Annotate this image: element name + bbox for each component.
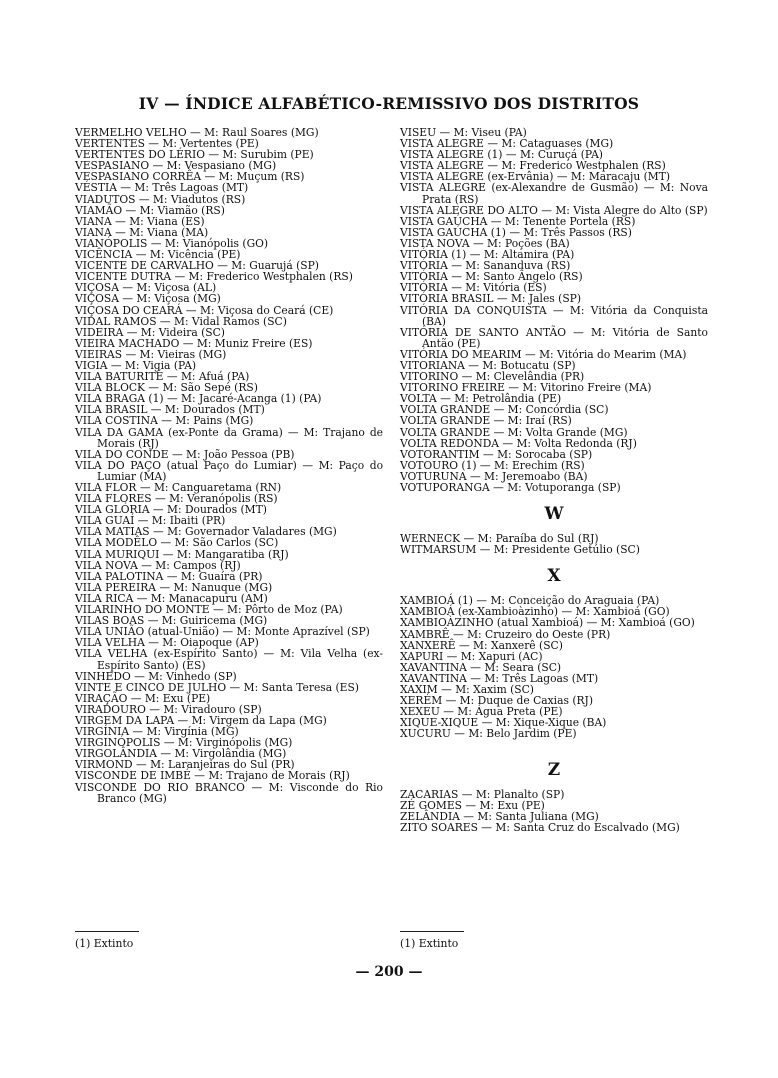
index-entry: VIÇOSA DO CEARÁ — M: Viçosa do Ceará (CE) (75, 303, 334, 317)
index-entry: VILA BATURITÉ — M: Afuá (PA) (75, 370, 250, 384)
index-entry: VINTE E CINCO DE JULHO — M: Santa Teresa (ES) (75, 680, 359, 694)
index-entry: ZACARIAS — M: Planalto (SP) (400, 787, 565, 801)
index-entry: VILA BRASIL — M: Dourados (MT) (75, 403, 265, 417)
index-entry: VIGIA — M: Vigia (PA) (75, 358, 197, 372)
index-entry: VILARINHO DO MONTE — M: Pôrto de Moz (PA) (75, 603, 343, 617)
index-entry: VIADUTOS — M: Viadutos (RS) (75, 192, 246, 206)
index-entry: VERTENTES — M: Vertentes (PE) (75, 137, 259, 151)
index-entry: VILA BRAGA (1) — M: Jacaré-Acanga (1) (PA) (75, 392, 322, 406)
x-entries (400, 595, 708, 739)
index-entry: VIÇOSA — M: Viçosa (AL) (75, 281, 217, 295)
w-entries (400, 533, 708, 555)
index-entry: VIANÓPOLIS — M: Vianópolis (GO) (75, 236, 269, 250)
v-entries (400, 127, 708, 493)
index-entry: VITÓRIA BRASIL — M: Jales (SP) (400, 292, 582, 306)
section-heading-x: X (547, 566, 561, 587)
index-entry: VÉSTIA — M: Três Lagoas (MT) (75, 181, 249, 195)
index-entry: VISTA GAÚCHA (1) — M: Três Passos (RS) (400, 225, 632, 239)
index-entry: XAPURI — M: Xapuri (AC) (400, 649, 543, 663)
index-entry: VITÓRIA (1) — M: Altamira (PA) (400, 248, 575, 262)
index-entry: VIRGÍNIA — M: Virgínia (MG) (75, 725, 239, 739)
index-entry: VILA GUAÍ — M: Ibaiti (PR) (75, 514, 226, 528)
index-entry: VISCONDE DE IMBÉ — M: Trajano de Morais (RJ) (75, 769, 350, 783)
section-heading-w: W (544, 504, 564, 525)
index-entry: VITÓRIA DE SANTO ANTÃO — M: Vitória de Santo Antão (PE) (400, 325, 708, 350)
index-entry: VILA BLOCK — M: São Sepé (RS) (75, 381, 258, 395)
index-entry: VILA DA GAMA (ex-Ponte da Grama) — M: Trajano de Morais (RJ) (75, 425, 383, 450)
index-entry: XAVANTINA — M: Três Lagoas (MT) (400, 671, 599, 685)
index-entry: VOLTA GRANDE — M: Iraí (RS) (400, 414, 572, 428)
index-entry: VIDAL RAMOS — M: Vidal Ramos (SC) (75, 314, 287, 328)
index-entry: VISTA ALEGRE — M: Cataguases (MG) (400, 137, 614, 151)
index-entry: VESPASIANO — M: Vespasiano (MG) (75, 159, 277, 173)
index-entry: VILA VELHA (ex-Espírito Santo) — M: Vila Velha (ex-Espírito Santo) (ES) (75, 647, 383, 672)
index-entry: VITORINO FREIRE — M: Vitorino Freire (MA) (400, 381, 652, 395)
index-entry: XAXIM — M: Xaxim (SC) (400, 683, 534, 697)
index-entry: VILA VELHA — M: Oiapoque (AP) (75, 636, 259, 650)
index-entry: VILA UNIÃO (atual-União) — M: Monte Aprazível (SP) (75, 625, 370, 639)
index-entry: VIDEIRA — M: Videira (SC) (75, 325, 225, 339)
index-entry: VICÊNCIA — M: Vicência (PE) (75, 248, 241, 262)
index-entry: ZITO SOARES — M: Santa Cruz do Escalvado (MG) (400, 820, 680, 834)
index-entry: VITÓRIA DO MEARIM — M: Vitória do Mearim (MA) (400, 347, 687, 361)
index-entry: WITMARSUM — M: Presidente Getúlio (SC) (400, 543, 640, 557)
index-entry: VITORIANA — M: Botucatu (SP) (400, 358, 576, 372)
index-entry: XAMBIOÁ (ex-Xambioàzinho) — M: Xambioá (GO) (400, 605, 670, 619)
index-entry: XANXERÊ — M: Xanxerê (SC) (400, 638, 563, 652)
index-entry: VILA MODÊLO — M: São Carlos (SC) (75, 536, 279, 550)
index-entry: XIQUE-XIQUE — M: Xique-Xique (BA) (400, 716, 607, 730)
index-entry: VOLTA — M: Petrolândia (PE) (400, 392, 562, 406)
index-entry: VISCONDE DO RIO BRANCO — M: Visconde do Rio Branco (MG) (75, 780, 383, 805)
index-entry: VITÓRIA DA CONQUISTA — M: Vitória da Conquista (BA) (400, 303, 708, 328)
index-entry: VILA COSTINA — M: Pains (MG) (75, 414, 254, 428)
footnote-divider-right (400, 931, 464, 932)
index-entry: VISTA GAÚCHA — M: Tenente Portela (RS) (400, 214, 636, 228)
index-entry: VERMELHO VELHO — M: Raul Soares (MG) (75, 126, 319, 139)
index-entry: ZÉ GOMES — M: Exu (PE) (400, 798, 545, 812)
index-entry: VISTA ALEGRE (1) — M: Curuçá (PA) (400, 148, 603, 162)
index-entry: VISEU — M: Viseu (PA) (400, 126, 527, 139)
index-entry: VISTA ALEGRE — M: Frederico Westphalen (RS) (400, 159, 666, 173)
left-column (75, 127, 383, 804)
index-entry: XEXEU — M: Água Preta (PE) (400, 705, 563, 719)
index-entry: VITÓRIA — M: Sananduva (RS) (400, 259, 571, 273)
index-entry: VIEIRAS — M: Vieiras (MG) (75, 347, 227, 361)
index-entry: VOLTA REDONDA — M: Volta Redonda (RJ) (400, 436, 637, 450)
index-entry: VOLTA GRANDE — M: Concórdia (SC) (400, 403, 609, 417)
index-entry: VIRGINÓPOLIS — M: Virginópolis (MG) (75, 736, 293, 750)
index-entry: VIRADOURO — M: Viradouro (SP) (75, 702, 262, 716)
index-entry: VIRMOND — M: Laranjeiras do Sul (PR) (75, 758, 295, 772)
index-entry: VILA PEREIRA — M: Nanuque (MG) (75, 580, 273, 594)
index-entry: VIRAÇÃO — M: Exu (PE) (75, 691, 211, 705)
index-entry: XAMBRÊ — M: Cruzeiro do Oeste (PR) (400, 627, 611, 641)
index-entry: XUCURU — M: Belo Jardim (PE) (400, 727, 577, 741)
section-heading-z: Z (547, 759, 561, 780)
z-entries (400, 789, 708, 833)
index-entry: VIEIRA MACHADO — M: Muniz Freire (ES) (75, 336, 313, 350)
index-entry: VILA MATIAS — M: Governador Valadares (MG) (75, 525, 337, 539)
page-title: IV — ÍNDICE ALFABÉTICO-REMISSIVO DOS DISTRITOS (138, 94, 640, 113)
index-entry: VITÓRIA — M: Santo Ângelo (RS) (400, 270, 583, 284)
right-column (400, 127, 708, 833)
index-entry: VIÇOSA — M: Viçosa (MG) (75, 292, 221, 306)
index-entry: VITORINO — M: Clevelândia (PR) (400, 370, 585, 384)
index-entry: VILA PALOTINA — M: Guaíra (PR) (75, 569, 263, 583)
index-entry: VISTA NOVA — M: Poções (BA) (400, 236, 570, 250)
page-number: — 200 — (355, 964, 423, 980)
index-entry: VOTUPORANGA — M: Votuporanga (SP) (400, 481, 621, 494)
index-entry: VIANA — M: Viana (MA) (75, 225, 209, 239)
index-entry: ZELÂNDIA — M: Santa Juliana (MG) (400, 809, 599, 823)
index-entry: VERTENTES DO LÉRIO — M: Surubim (PE) (75, 148, 314, 162)
index-entry: VILA FLORES — M: Veranópolis (RS) (75, 492, 278, 506)
index-entry: VILA GLÓRIA — M: Dourados (MT) (75, 503, 267, 517)
footnote-right: (1) Extinto (400, 937, 459, 950)
index-entry: VIRGOLÂNDIA — M: Virgolândia (MG) (75, 747, 287, 761)
index-entry: VICENTE DE CARVALHO — M: Guarujá (SP) (75, 259, 319, 273)
index-entry: VITÓRIA — M: Vitória (ES) (400, 281, 547, 295)
index-entry: XAMBIOÀZINHO (atual Xambioá) — M: Xambioá (GO) (400, 616, 695, 630)
index-entry: VIAMÃO — M: Viamão (RS) (75, 203, 225, 217)
index-entry: WERNECK — M: Paraíba do Sul (RJ) (400, 532, 599, 546)
index-entry: VIANA — M: Viana (ES) (75, 214, 205, 228)
index-entry: VILA DO CONDE — M: João Pessoa (PB) (75, 447, 295, 461)
index-entry: XAVANTINA — M: Seara (SC) (400, 660, 562, 674)
index-entry: VILA MURIQUI — M: Mangaratiba (RJ) (75, 547, 289, 561)
index-entry: VIRGEM DA LAPA — M: Virgem da Lapa (MG) (75, 713, 327, 727)
index-entry: VILA DO PAÇO (atual Paço do Lumiar) — M: Paço do Lumiar (MA) (75, 458, 383, 483)
index-entry: VOLTA GRANDE — M: Volta Grande (MG) (400, 425, 628, 439)
footnote-divider-left (75, 931, 139, 932)
index-entry: VISTA ALEGRE (ex-Alexandre de Gusmão) — M: Nova Prata (RS) (400, 181, 708, 206)
index-entry: VILA FLOR — M: Canguaretama (RN) (75, 481, 282, 494)
index-entry: VOTORANTIM — M: Sorocaba (SP) (400, 447, 593, 461)
index-entry: XAMBIOÁ (1) — M: Conceição do Araguaia (PA) (400, 594, 660, 608)
index-entry: VISTA ALEGRE DO ALTO — M: Vista Alegre do Alto (SP) (400, 203, 708, 217)
footnote-left: (1) Extinto (75, 937, 134, 950)
index-entry: XERÉM — M: Duque de Caxias (RJ) (400, 694, 594, 708)
index-entry: VISTA ALEGRE (ex-Ervânia) — M: Maracaju (MT) (400, 170, 671, 184)
index-entry: VOTOURO (1) — M: Erechim (RS) (400, 458, 585, 472)
index-entry: VILA RICA — M: Manacapuru (AM) (75, 591, 268, 605)
index-entry: VINHEDO — M: Vinhedo (SP) (75, 669, 237, 683)
index-entry: VESPASIANO CORRÊA — M: Muçum (RS) (75, 170, 305, 184)
index-entry: VILAS BOAS — M: Guiricema (MG) (75, 614, 268, 628)
index-entry: VICENTE DUTRA — M: Frederico Westphalen (RS) (75, 270, 353, 284)
index-entry: VILA NOVA — M: Campos (RJ) (75, 558, 241, 572)
index-entry: VOTURUNA — M: Jeremoabo (BA) (400, 469, 588, 483)
